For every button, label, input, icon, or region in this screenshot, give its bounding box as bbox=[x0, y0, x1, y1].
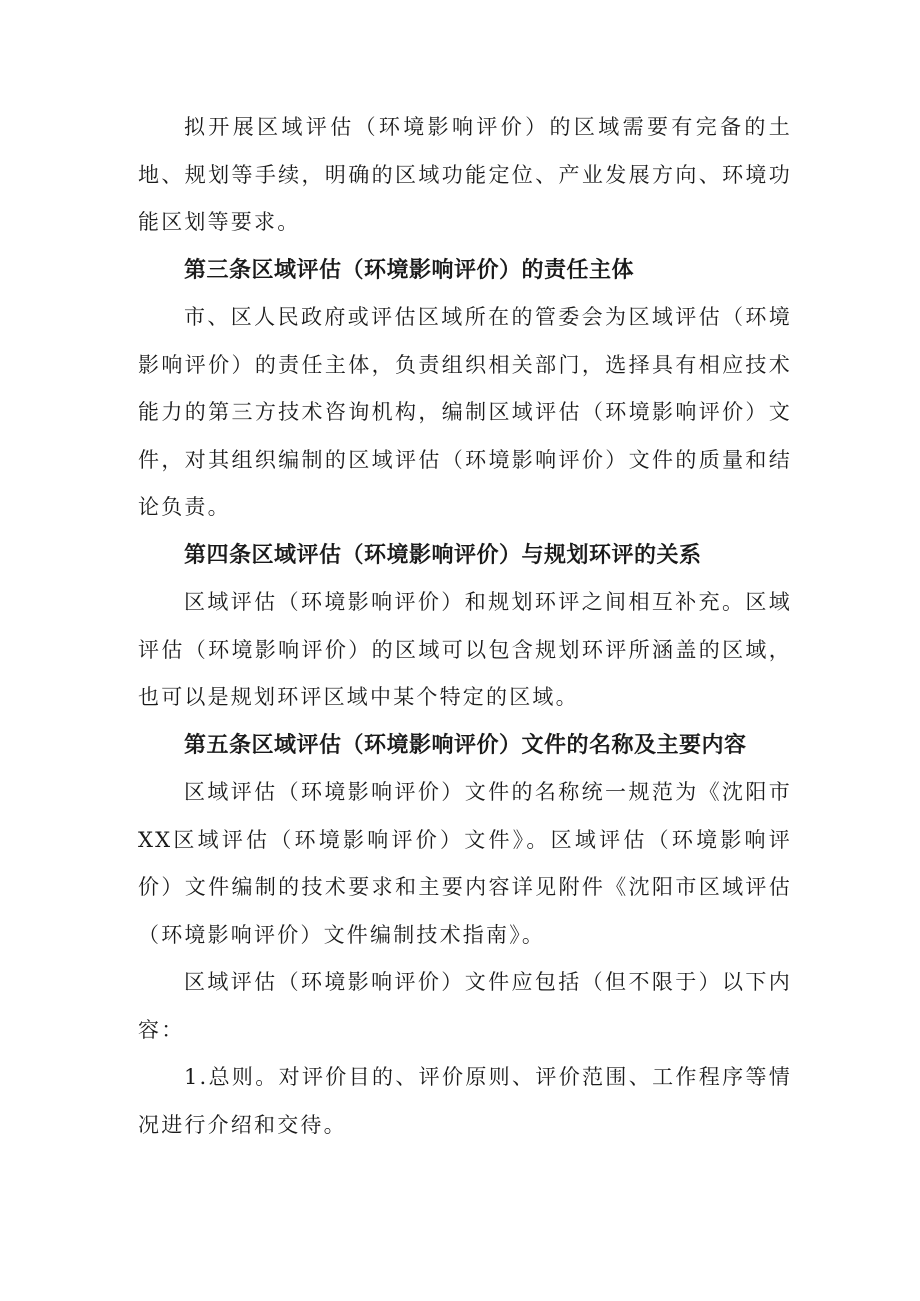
paragraph-contents-intro: 区域评估（环境影响评价）文件应包括（但不限于）以下内容： bbox=[138, 970, 792, 1042]
paragraph-item-general-provisions: 1.总则。对评价目的、评价原则、评价范围、工作程序等情况进行介绍和交待。 bbox=[138, 1065, 792, 1137]
paragraph-relation-to-planning-eia: 区域评估（环境影响评价）和规划环评之间相互补充。区域评估（环境影响评价）的区域可以包含规划环评所涵盖的区域，也可以是规划环评区域中某个特定的区域。 bbox=[138, 590, 792, 709]
heading-article-4: 第四条区域评估（环境影响评价）与规划环评的关系 bbox=[184, 542, 702, 568]
heading-article-5: 第五条区域评估（环境影响评价）文件的名称及主要内容 bbox=[184, 732, 747, 758]
paragraph-responsible-entity: 市、区人民政府或评估区域所在的管委会为区域评估（环境影响评价）的责任主体，负责组织相关部门，选择具有相应技术能力的第三方技术咨询机构，编制区域评估（环境影响评价）文件，对其组织编制的区域评估（环境影响评价）文件的质量和结论负责。 bbox=[138, 305, 792, 519]
paragraph-document-naming: 区域评估（环境影响评价）文件的名称统一规范为《沈阳市XX区域评估（环境影响评价）文件》。区域评估（环境影响评价）文件编制的技术要求和主要内容详见附件《沈阳市区域评估（环境影响评价）文件编制技术指南》。 bbox=[138, 780, 792, 947]
heading-article-3: 第三条区域评估（环境影响评价）的责任主体 bbox=[184, 257, 635, 283]
paragraph-land-planning-requirements: 拟开展区域评估（环境影响评价）的区域需要有完备的土地、规划等手续，明确的区域功能定位、产业发展方向、环境功能区划等要求。 bbox=[138, 115, 792, 234]
